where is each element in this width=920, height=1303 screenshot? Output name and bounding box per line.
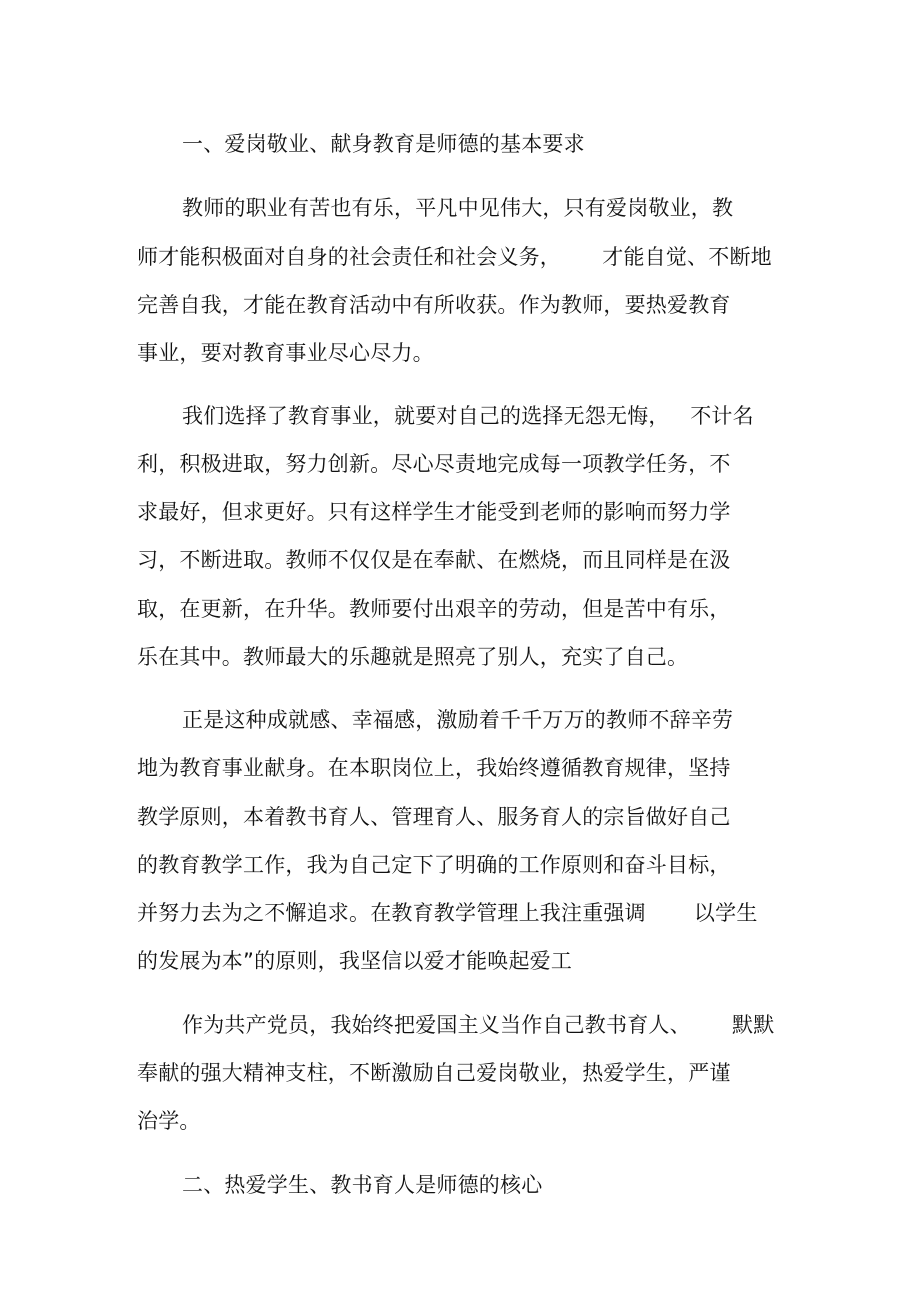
paragraph-3-line: 正是这种成就感、幸福感，激励着千千万万的教师不辞辛劳 [182, 708, 734, 732]
paragraph-4-line: 作为共产党员，我始终把爱国主义当作自己教书育人、 默默 [182, 1013, 775, 1037]
paragraph-2-line: 习，不断进取。教师不仅仅是在奉献、在燃烧，而且同样是在汲 [137, 548, 731, 572]
paragraph-1-line: 事业，要对教育事业尽心尽力。 [137, 341, 434, 365]
paragraph-3-line: 的教育教学工作，我为自己定下了明确的工作原则和奋斗目标， [137, 853, 731, 877]
section-heading-2: 二、热爱学生、教书育人是师德的核心 [182, 1173, 543, 1197]
paragraph-2-line: 乐在其中。教师最大的乐趣就是照亮了别人，充实了自己。 [137, 645, 689, 669]
paragraph-1-line: 师才能积极面对自身的社会责任和社会义务， 才能自觉、不断地 [137, 245, 772, 269]
paragraph-3-line: 地为教育事业献身。在本职岗位上，我始终遵循教育规律，坚持 [137, 756, 731, 780]
paragraph-3-line: 的发展为本”的原则，我坚信以爱才能唤起爱工 [137, 949, 573, 973]
paragraph-2-line: 利，积极进取，努力创新。尽心尽责地完成每一项教学任务，不 [137, 452, 731, 476]
paragraph-2-line: 求最好，但求更好。只有这样学生才能受到老师的影响而努力学 [137, 500, 731, 524]
section-heading-1: 一、爱岗敬业、献身教育是师德的基本要求 [182, 132, 585, 156]
paragraph-4-line: 奉献的强大精神支柱，不断激励自己爱岗敬业，热爱学生，严谨 [137, 1061, 731, 1085]
paragraph-2-line: 取，在更新，在升华。教师要付出艰辛的劳动，但是苦中有乐， [137, 597, 731, 621]
paragraph-1-line: 教师的职业有苦也有乐，平凡中见伟大，只有爱岗敬业，教 [182, 196, 734, 220]
paragraph-3-line: 并努力去为之不懈追求。在教育教学管理上我注重强调 以学生 [137, 901, 758, 925]
paragraph-2-line: 我们选择了教育事业，就要对自己的选择无怨无悔， 不计名 [182, 404, 754, 428]
paragraph-1-line: 完善自我，才能在教育活动中有所收获。作为教师，要热爱教育 [137, 293, 731, 317]
paragraph-4-line: 治学。 [137, 1109, 201, 1133]
paragraph-3-line: 教学原则，本着教书育人、管理育人、服务育人的宗旨做好自己 [137, 805, 731, 829]
